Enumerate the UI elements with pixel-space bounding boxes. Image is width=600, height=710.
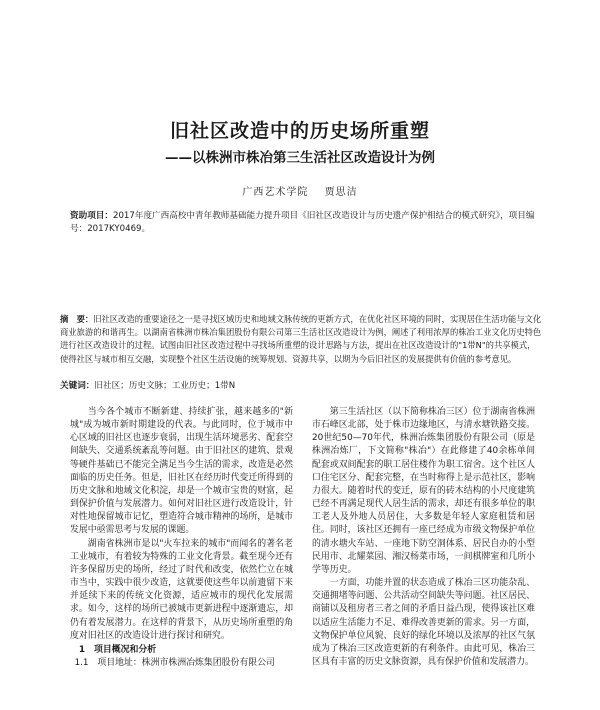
funding-text: 2017年度广西高校中青年教师基础能力提升项目《旧社区改造设计与历史遗产保护相结合的模式研究》，项目编号：2017KY0469。 [70,211,535,234]
body-paragraph: 当今各个城市不断新建、持续扩张，越来越多的"新城"成为城市新时期建设的代表。与此同时，位于城市中心区域的旧社区也逐步衰弱，出现生活环境恶劣、配套空间缺失、交通系统紊乱等问题。由于旧社区的建筑、景观等硬件基础已不能完全满足当今生活的需求，改造是必然面临的历史任务。但是，旧社区在经历时代变迁所得到的历史文脉和地域文化积淀，却是一个城市宝贵的财富，起到保护价值与发展潜力。如何对旧社区进行改造设计，针对性地保留城市记忆，塑造符合城市精神的场所，是城市发展中亟需思考与发展的课题。 [70,407,293,536]
funding-label: 资助项目： [70,211,113,221]
article-title: 旧社区改造中的历史场所重塑 [169,120,430,142]
article-subtitle: ——以株洲市株冶第三生活社区改造设计为例 [165,150,435,166]
abstract-text: 旧社区改造的重要途径之一是寻找区域历史和地域文脉传统的更新方式，在优化社区环境的同时，实现居住生活功能与文化商业旅游的和谐再生。以湖南省株洲市株冶集团股份有限公司第三生活社区改造设计为例，阐述了利用浓厚的株冶工业文化历史特色进行社区改造设计的过程。试图由旧社区改造过程中寻找场所重塑的设计思路与方法，提出在社区改造设计的"1带N"的共享模式，使得社区与城市相互交融，实现整个社区生活设施的统筹规划、资源共享，以期为今后旧社区的发展提供有价值的参考意见。 [60,314,542,364]
section-heading: 1 项目概况和分析 [78,644,157,655]
abstract [60,313,543,366]
funding-note [70,210,540,236]
author-name: 贾思洁 [324,187,358,198]
abstract-label: 摘 要： [60,314,94,324]
keywords-text: 旧社区；历史文脉；工业历史；1带N [94,381,236,391]
keywords-label: 关键词： [60,381,95,391]
body-column-right [312,406,535,669]
author-line [0,183,600,198]
body-paragraph: 第三生活社区（以下简称株冶三区）位于湖南省株洲市石峰区北部，处于株市边缘地区，与清水塘铁路交接。20世纪50—70年代，株洲冶炼集团股份有限公司（原是株洲冶炼厂，下文简称"株冶"）在此修建了40余栋单间配套或双间配套的职工居住楼作为职工宿舍。这个社区人口住宅区分、配套完整，在当时称得上是示范社区，影响力很大。随着时代的变迁，原有的砖木结构的小尺度建筑已经不再满足现代人居生活的需求，却还有很多单位的职工老人及外地人员居住，大多数是年轻人家庭租赁和居住。同时，该社区还拥有一座已经成为市级文物保护单位的清水塘火车站、一座地下防空洞体系、居民自办的小型民用市、北耀菜园、湘汉杨菜市场，一间棋牌室和几所小学等历史。 [312,407,535,575]
body-paragraph: 一方面，功能并置的状态造成了株冶三区功能杂乱、交通拥堵等问题、公共活动空间缺失等问题。社区居民、商铺以及租房者三者之间的矛盾日益凸现，使得该社区难以适应生活能力不足、难得改善更新的需求。另一方面，文物保护单位风貌、良好的绿化环境以及浓厚的社区气氛成为了株冶三区改造更新的有利条件。由此可见，株冶三区具有丰富的历史文脉资源，具有保护价值和发展潜力。 [312,578,535,667]
body-paragraph: 湖南省株洲市是以"火车拉来的城市"而闻名的著名老工业城市，有着较为特殊的工业文化背景。截至现今还有许多保留历史的场所，经过了时代和改变，依然伫立在城市当中，实践中很少改造，这就要使这些年以前遗留下来并延续下来的传统文化资源，适应城市的现代化发展需求。如今，这样的场所已被城市更新进程中逐渐遗忘，却仍有着发展潜力。在这样的背景下，从历史场所重塑的角度对旧社区的改造设计进行探讨和研究。 [70,538,293,641]
subsection-heading: 1.1 项目地址：株洲市株洲冶炼集团股份有限公司 [74,657,275,668]
keywords [60,380,543,393]
author-affiliation: 广西艺术学院 [242,187,309,198]
body-column-left [70,406,293,670]
